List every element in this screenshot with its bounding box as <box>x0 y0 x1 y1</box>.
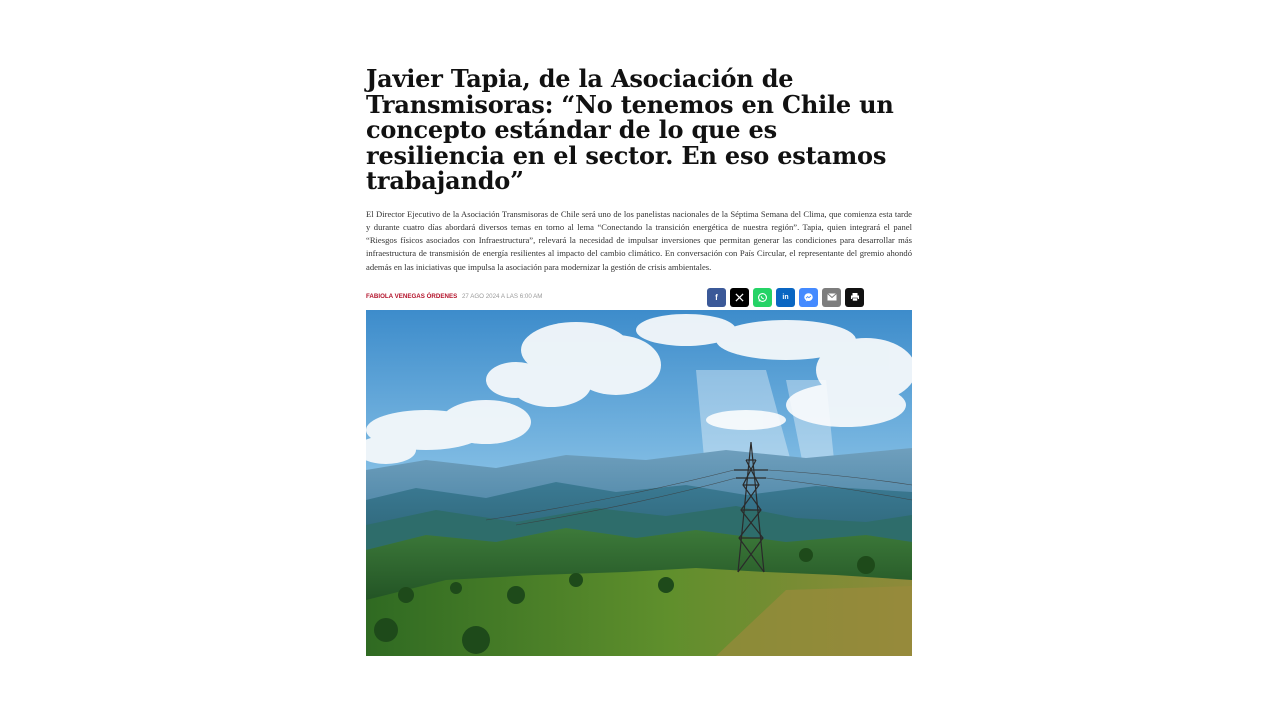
article-lead: El Director Ejecutivo de la Asociación Transmisoras de Chile será uno de los panelistas nacionales de la Séptima Semana del Clima, que comienza esta tarde y durante cuatro días abordará diversos temas en torno al lema “Conectando la transición energética de nuestra región”. Tapia, quien integrará el panel “Riesgos físicos asociados con Infraestructura”, relevará la necesidad de impulsar inversiones que permitan generar las condiciones para desarrollar más infraestructura de transmisión de energía resilientes al impacto del cambio climático. En conversación con País Circular, el representante del gremio ahondó además en las iniciativas que impulsa la asociación para modernizar la gestión de crisis ambientales. <box>366 208 912 272</box>
share-whatsapp-button[interactable] <box>753 288 772 307</box>
x-icon <box>735 293 744 302</box>
hero-image <box>366 310 912 656</box>
linkedin-icon: in <box>782 293 789 301</box>
author-link[interactable]: FABIOLA VENEGAS ÓRDENES <box>366 292 458 300</box>
share-messenger-button[interactable] <box>799 288 818 307</box>
share-bar <box>707 288 864 307</box>
whatsapp-icon <box>757 292 768 303</box>
article <box>366 66 912 308</box>
share-linkedin-button[interactable] <box>776 288 795 307</box>
transmission-tower-landscape-image <box>366 310 912 656</box>
share-email-button[interactable] <box>822 288 841 307</box>
article-headline: Javier Tapia, de la Asociación de Transmisoras: “No tenemos en Chile un concepto estándar de lo que es resiliencia en el sector. En eso estamos trabajando” <box>366 64 894 195</box>
facebook-icon: f <box>715 292 718 302</box>
email-icon <box>827 293 837 301</box>
share-x-button[interactable] <box>730 288 749 307</box>
share-facebook-button[interactable] <box>707 288 726 307</box>
byline <box>366 293 542 300</box>
messenger-icon <box>803 292 814 303</box>
share-print-button[interactable] <box>845 288 864 307</box>
print-icon <box>850 292 860 302</box>
article-meta <box>366 286 912 308</box>
publish-date: 27 AGO 2024 A LAS 6:00 AM <box>461 292 543 300</box>
